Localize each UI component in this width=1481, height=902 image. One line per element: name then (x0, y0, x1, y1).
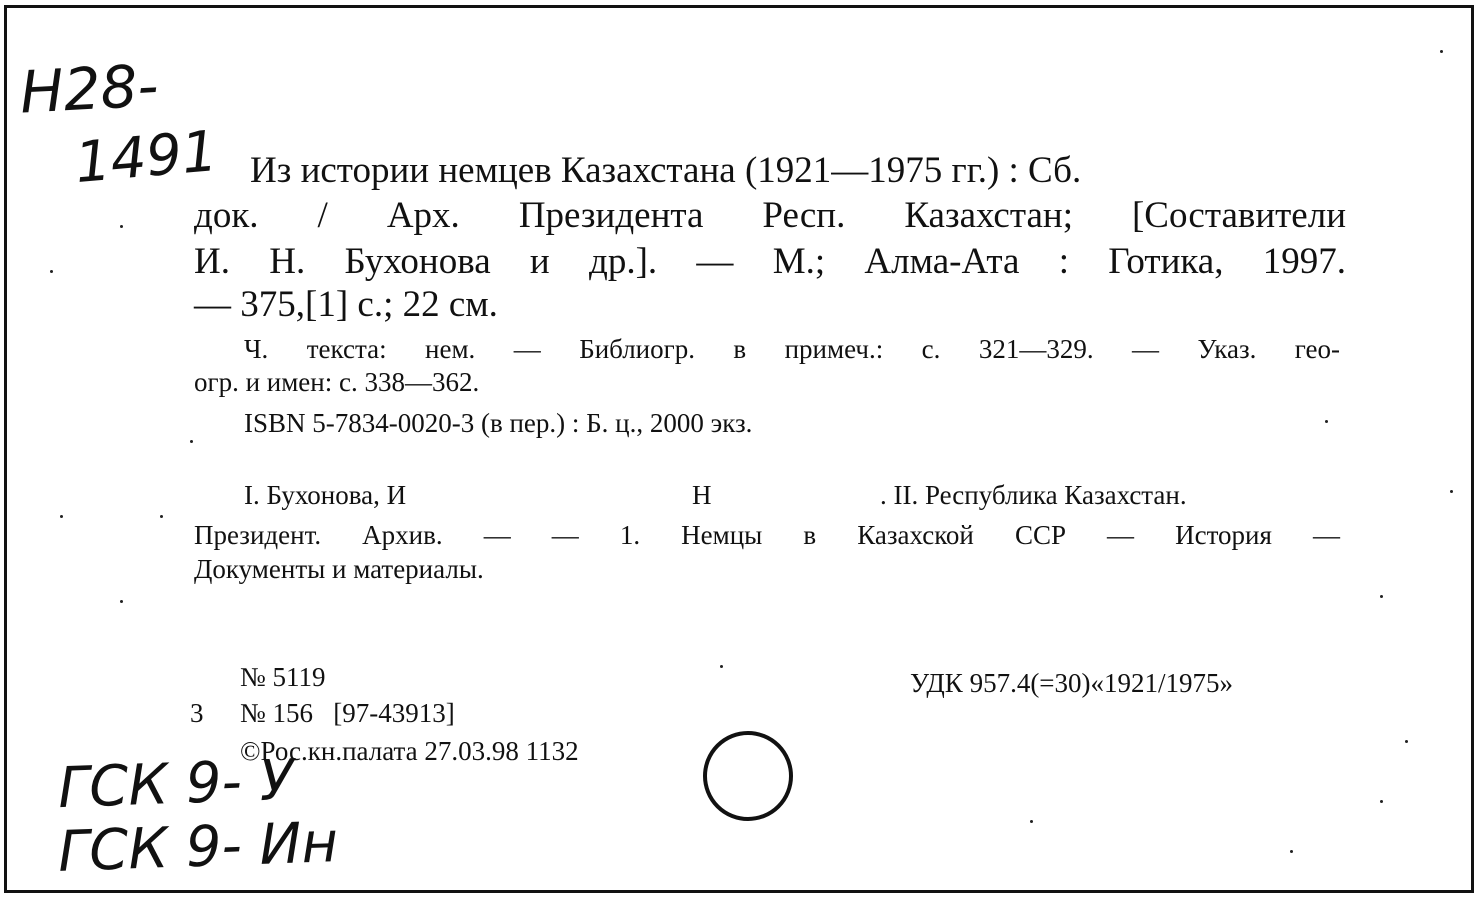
scan-speck (60, 515, 63, 518)
isbn-line: ISBN 5-7834-0020-3 (в пер.) : Б. ц., 2000 экз. (244, 408, 753, 438)
tracing-initial: Н (692, 480, 712, 510)
notes-line-1: Ч. текста: нем. — Библиогр. в примеч.: с. 321—329. — Указ. гео- (244, 334, 1340, 364)
scan-speck (1030, 820, 1033, 823)
handwritten-stamp-line1: ГСК 9- У (56, 747, 295, 822)
title-line-1: Из истории немцев Казахстана (1921—1975 гг.) : Сб. (250, 150, 1082, 191)
scan-speck (120, 225, 123, 228)
notes-line-2: огр. и имен: с. 338—362. (194, 367, 480, 397)
scan-speck (1450, 490, 1453, 493)
scan-speck (1325, 420, 1328, 423)
title-line-3: И. Н. Бухонова и др.]. — М.; Алма-Ата : Готика, 1997. (194, 241, 1346, 282)
scan-speck (1380, 595, 1383, 598)
registration-number: № 156 [97-43913] (240, 698, 455, 728)
tracing-line-2: Президент. Архив. — — 1. Немцы в Казахской ССР — История — (194, 520, 1340, 550)
scan-speck (190, 440, 193, 443)
scan-speck (1440, 50, 1443, 53)
circle-mark (700, 728, 800, 828)
handwritten-stamp-line2: ГСК 9- Ин (56, 810, 340, 885)
scan-speck (1290, 850, 1293, 853)
card-number: № 5119 (240, 662, 326, 692)
scan-speck (120, 600, 123, 603)
scan-speck (1405, 740, 1408, 743)
handwritten-shelfmark-line1: Н28- (18, 51, 161, 127)
udk-classification: УДК 957.4(=30)«1921/1975» (910, 668, 1234, 698)
scan-speck (720, 665, 723, 668)
scan-speck (160, 515, 163, 518)
footer-prefix: 3 (190, 698, 204, 728)
tracing-corporate: . II. Республика Казахстан. (880, 480, 1187, 510)
scan-speck (50, 270, 53, 273)
book-chamber-line: ©Рос.кн.палата 27.03.98 1132 (240, 736, 579, 766)
handwritten-shelfmark-line2: 1491 (72, 118, 221, 197)
tracing-author: I. Бухонова, И (244, 480, 407, 510)
tracing-line-3: Документы и материалы. (194, 554, 484, 584)
title-line-2: док. / Арх. Президента Респ. Казахстан; [Составители (194, 195, 1346, 236)
scan-speck (1380, 800, 1383, 803)
title-line-4: — 375,[1] с.; 22 см. (194, 284, 498, 325)
